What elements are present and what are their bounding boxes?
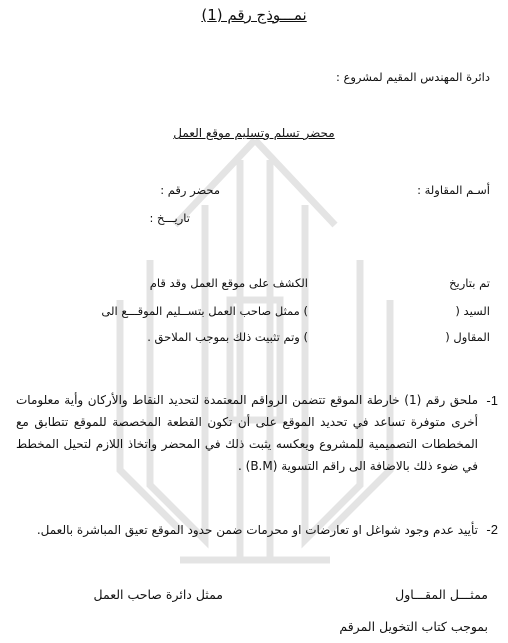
item1-number: 1- <box>486 393 498 408</box>
body-line1-right: تم بتاريخ <box>449 276 490 290</box>
authorization-letter: بموجب كتاب التخويل المرقم <box>339 619 488 634</box>
date-label: تاريـــخ : <box>149 211 190 225</box>
item2-number: 2- <box>486 522 498 537</box>
minutes-number-label: محضر رقم : <box>160 183 220 197</box>
department-line: دائرة المهندس المقيم لمشروع : <box>335 70 490 84</box>
body-line1-left: الكشف على موقع العمل وقد قام <box>149 276 308 290</box>
item2-text: تأييد عدم وجود شواغل او تعارضات او محرمات ضمن حدود الموقع تعيق المباشرة بالعمل. <box>36 523 478 537</box>
body-line2-left: ) ممثل صاحب العمل بتســليم الموقـــع الى <box>101 304 308 318</box>
body-line3-right: المقاول ( <box>445 330 490 344</box>
body-line3-left: ) وتم تثبيت ذلك بموجب الملاحق . <box>147 330 308 344</box>
item1-text: ملحق رقم (1) خارطة الموقع تتضمن الرواقم المعتمدة لتحديد النقاط والأركان وأية معلومات أخرى متوفرة تساعد في تحديد الموقع على أن تكون القطعة المخصصة للموقع تتطابق مع المخططات التصميمية للمشروع ويعكسه يثبت ذلك في المحضر واتخاذ اللازم لتحيل المخطط في ضوء ذلك بالاضافة الى راقم التسوية (B.M) . <box>16 393 479 473</box>
contractor-name-label: أسـم المقاولة : <box>417 183 490 197</box>
owner-rep-signature: ممثل دائرة صاحب العمل <box>93 587 223 602</box>
minutes-title: محضر تسلم وتسليم موقع العمل <box>173 126 335 140</box>
form-title: نمـــوذج رقم (1) <box>201 6 307 24</box>
body-line2-right: السيد ( <box>455 304 490 318</box>
contractor-rep-signature: ممثـــل المقـــاول <box>395 587 488 602</box>
